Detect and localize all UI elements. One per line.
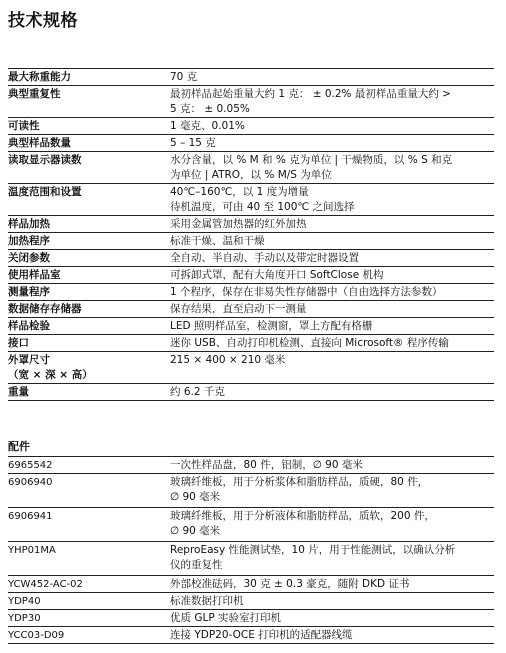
accessory-value-line: 优质 GLP 实验室打印机 [170, 612, 281, 624]
accessory-key: 6906941 [8, 511, 53, 522]
spec-value-line: 水分含量，以 % M 和 % 克为单位 | 干燥物质，以 % S 和克 [170, 154, 453, 166]
spec-key: 关闭参数 [8, 252, 50, 264]
accessory-value-line: ∅ 90 毫米 [170, 491, 221, 503]
spec-key: 重量 [8, 386, 29, 398]
spec-value-line: 标准干燥、温和干燥 [170, 235, 265, 247]
accessory-value-line: 标准数据打印机 [170, 595, 244, 607]
accessory-value [170, 576, 494, 592]
spec-row [8, 317, 494, 334]
accessory-key: YCW452-AC-02 [8, 579, 83, 590]
spec-value-line: 采用金属管加热器的红外加热 [170, 218, 307, 230]
accessory-value-line: ReproEasy 性能测试垫，10 片，用于性能测试，以确认分析 [170, 544, 456, 556]
spec-row [8, 283, 494, 300]
accessory-row [8, 541, 494, 575]
spec-value [170, 216, 494, 232]
spec-key: 可读性 [8, 120, 40, 132]
spec-value-line: 待机温度，可由 40 至 100℃ 之间选择 [170, 201, 355, 213]
accessory-key: YCC03-D09 [8, 630, 65, 641]
accessory-value [170, 474, 494, 507]
spec-row [8, 383, 494, 401]
spec-value [170, 118, 494, 134]
accessory-value [170, 627, 494, 643]
spec-value [170, 233, 494, 249]
accessory-key: YDP40 [8, 596, 41, 607]
page-title: 技术规格 [8, 11, 78, 31]
spec-key: 使用样品室 [8, 269, 61, 281]
spec-key: 数据储存存储器 [8, 303, 82, 315]
accessory-value-line: 一次性样品盘，80 件，铝制，∅ 90 毫米 [170, 459, 363, 471]
spec-key: 外罩尺寸 （宽 × 深 × 高） [8, 354, 93, 381]
spec-value-line: 215 × 400 × 210 毫米 [170, 354, 286, 366]
spec-key: 读取显示器读数 [8, 154, 82, 166]
accessory-value-line: 玻璃纤维板，用于分析液体和脂肪样品，质软，200 件， [170, 510, 435, 522]
accessory-value [170, 542, 494, 575]
spec-value-line: 1 个程序，保存在非易失性存储器中（自由选择方法参数） [170, 286, 443, 298]
spec-value-line: 可拆卸式罩，配有大角度开口 SoftClose 机构 [170, 269, 384, 281]
spec-value-line: 70 克 [170, 71, 198, 83]
spec-row [8, 134, 494, 151]
spec-key: 样品加热 [8, 218, 50, 230]
accessory-row [8, 575, 494, 592]
spec-value [170, 267, 494, 283]
spec-row [8, 232, 494, 249]
spec-row [8, 351, 494, 383]
spec-value-line: 1 毫克、0.01% [170, 120, 245, 132]
spec-row [8, 266, 494, 283]
spec-value [170, 284, 494, 300]
accessory-row [8, 609, 494, 626]
spec-value-line: 迷你 USB、自动打印机检测、直接向 Microsoft® 程序传输 [170, 337, 449, 349]
accessory-key: YDP30 [8, 613, 41, 624]
spec-row [8, 215, 494, 232]
spec-row [8, 117, 494, 134]
accessory-row [8, 456, 494, 473]
spec-value-line: LED 照明样品室，检测窗，罩上方配有格栅 [170, 320, 373, 332]
accessory-value [170, 508, 494, 541]
spec-key: 最大称重能力 [8, 71, 71, 83]
accessory-value [170, 610, 494, 626]
accessory-value [170, 593, 494, 609]
spec-row [8, 85, 494, 117]
spec-value [170, 335, 494, 351]
spec-key: 温度范围和设置 [8, 186, 82, 198]
accessory-key: YHP01MA [8, 545, 56, 556]
accessory-value-line: 玻璃纤维板，用于分析浆体和脂肪样品，质硬，80 件， [170, 476, 429, 488]
spec-key: 典型重复性 [8, 88, 61, 100]
accessory-key: 6965542 [8, 460, 53, 471]
spec-row [8, 183, 494, 215]
spec-value-line: 全自动、半自动、手动以及带定时器设置 [170, 252, 359, 264]
spec-value-line: 保存结果，直至启动下一测量 [170, 303, 307, 315]
spec-value [170, 86, 494, 117]
spec-row [8, 68, 494, 85]
spec-value [170, 318, 494, 334]
spec-value-line: 最初样品起始重量大约 1 克： ± 0.2% 最初样品重量大约 > [170, 88, 451, 100]
accessories-title: 配件 [8, 440, 30, 453]
spec-key: 典型样品数量 [8, 137, 71, 149]
accessory-row [8, 626, 494, 644]
spec-row [8, 249, 494, 266]
accessory-value-line: ∅ 90 毫米 [170, 525, 221, 537]
spec-key: 样品检验 [8, 320, 50, 332]
accessory-value [170, 457, 494, 473]
spec-value [170, 250, 494, 266]
spec-key: 接口 [8, 337, 29, 349]
spec-value [170, 384, 494, 400]
spec-value-line: 5 克： ± 0.05% [170, 103, 250, 115]
spec-value-line: 为单位 | ATRO，以 % M/S 为单位 [170, 169, 332, 181]
spec-row [8, 151, 494, 183]
accessories-table [8, 456, 494, 644]
accessory-key: 6906940 [8, 477, 53, 488]
spec-value [170, 184, 494, 215]
specs-table [8, 68, 494, 401]
spec-value-line: 约 6.2 千克 [170, 386, 225, 398]
accessory-value-line: 仪的重复性 [170, 559, 223, 571]
accessory-value-line: 外部校准砝码，30 克 ± 0.3 豪克，随附 DKD 证书 [170, 578, 410, 590]
accessory-row [8, 473, 494, 507]
spec-key: 加热程序 [8, 235, 50, 247]
spec-key: 测量程序 [8, 286, 50, 298]
spec-value-line: 5 – 15 克 [170, 137, 216, 149]
spec-value-line: 40℃–160℃，以 1 度为增量 [170, 186, 309, 198]
spec-value [170, 352, 494, 383]
accessory-row [8, 592, 494, 609]
spec-value [170, 152, 494, 183]
accessory-row [8, 507, 494, 541]
spec-row [8, 300, 494, 317]
spec-value [170, 301, 494, 317]
spec-row [8, 334, 494, 351]
spec-value [170, 69, 494, 85]
accessory-value-line: 连接 YDP20-OCE 打印机的适配器线缆 [170, 629, 353, 641]
spec-value [170, 135, 494, 151]
